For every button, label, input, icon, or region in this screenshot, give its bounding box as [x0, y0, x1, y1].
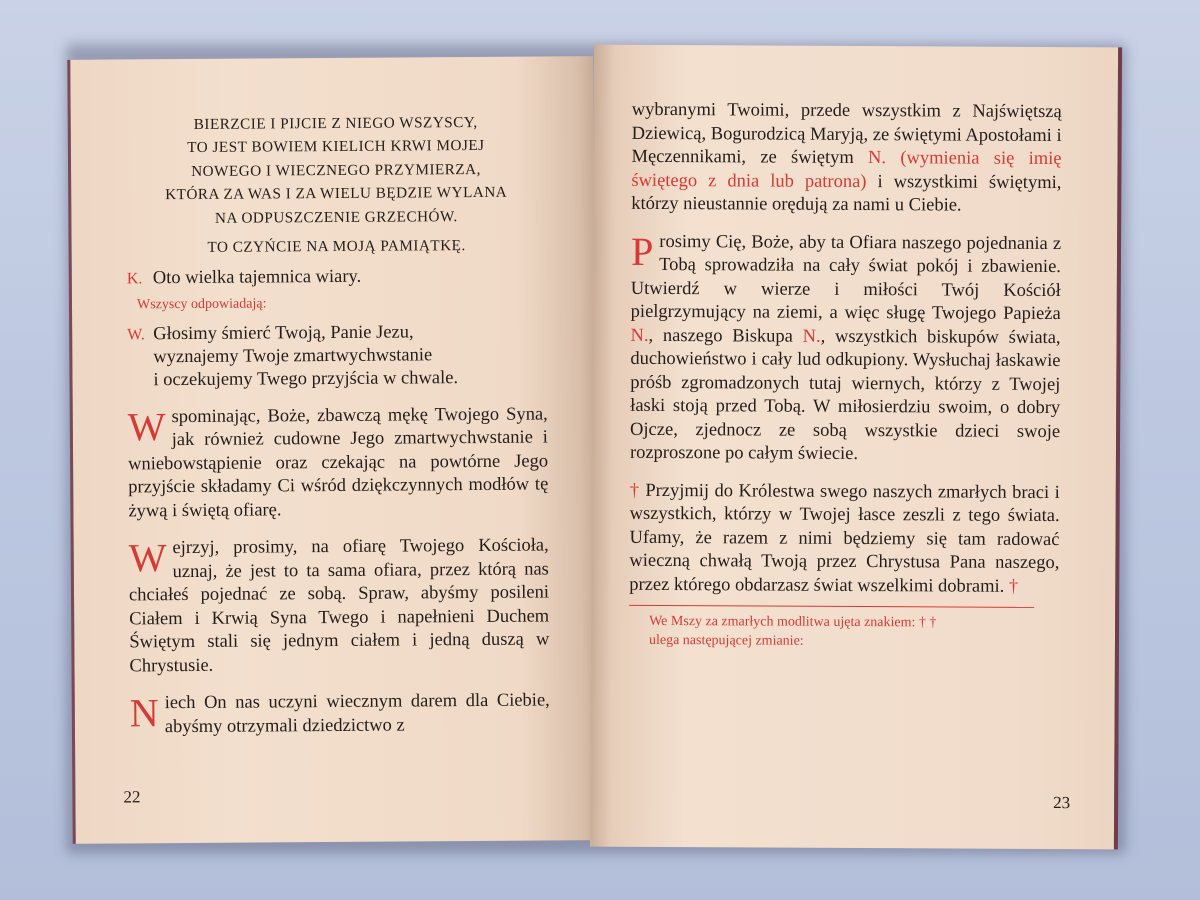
memorial-line: TO CZYŃCIE NA MOJĄ PAMIĄTKĘ. — [207, 237, 466, 256]
drop-cap-p: P — [630, 228, 654, 274]
consecration-line-1: BIERZCIE I PIJCIE Z NIEGO WSZYSCY, — [193, 113, 478, 133]
prayer-saints-text-a: wybranymi Twoimi, przede wszystkim z Najświętszą Dziewicą, Bogurodzicą Maryją, ze świętymi Apostołami i Męczennikami, ze świętym — [631, 99, 1062, 169]
people-response — [127, 320, 547, 392]
drop-cap-w-2: W — [128, 535, 167, 581]
consecration-line-2: TO JEST BOWIEM KIELICH KRWI MOJEJ — [187, 137, 485, 157]
prayer-for-church — [630, 230, 1061, 467]
prayer-anamnesis — [128, 403, 549, 523]
k-text: Oto wielka tajemnica wiary. — [152, 267, 362, 289]
w-line-3: i oczekujemy Twego przyjścia w chwale. — [153, 368, 459, 391]
right-page-text — [629, 99, 1062, 652]
prayer-church-text-a: rosimy Cię, Boże, aby ta Ofiara naszego pojednania z Tobą sprowadziła na cały świat pokój i zbawienie. Utwierdź w wierze i miłości Twój Kościół pielgrzymujący na ziemi, a więc sługę Twojego Papieża — [630, 231, 1062, 325]
saint-name-rubric: N. (wymienia się imię świętego z dnia lub patrona) — [631, 148, 1062, 192]
prayer-oblation-text: ejrzyj, prosimy, na ofiarę Twojego Kościoła, uznaj, że jest to ta sama ofiara, przez którą nas chciałeś pojednać ze sobą. Spraw, abyśmy posileni Ciałem i Krwią Syna Twego i napełnieni Duchem Świętym stali się jednym ciałem i jedną duszą w Chrystusie. — [128, 535, 550, 677]
consecration-line-5: NA ODPUSZCZENIE GRZECHÓW. — [214, 207, 458, 227]
prayer-intercession-text: iech On nas uczyni wiecznym darem dla Ciebie, abyśmy otrzymali dziedzictwo z — [164, 690, 550, 738]
prayer-dead-text: Przyjmij do Królestwa swego naszych zmarłych braci i wszystkich, którzy w Twojej łasce zeszli z tego świata. Ufamy, że razem z nimi będziemy się tam radować wieczną chwałą Twoją przez Chrystusa Pana naszego, przez którego obdarzasz świat wszelkimi dobrami. — [629, 480, 1060, 597]
rubric-all-respond: Wszyscy odpowiadają: — [136, 296, 267, 313]
cross-close-icon: † — [1008, 576, 1019, 597]
drop-cap-w: W — [127, 404, 166, 450]
prayer-saints — [631, 99, 1062, 219]
w-line-1: Głosimy śmierć Twoją, Panie Jezu, — [153, 322, 414, 345]
page-number-left: 22 — [123, 787, 141, 807]
rubric-note-line-1: We Mszy za zmarłych modlitwa ujęta znakiem: † † — [649, 613, 937, 631]
consecration-line-3: NOWEGO I WIECZNEGO PRZYMIERZA, — [191, 160, 481, 180]
pope-name-rubric: N. — [630, 325, 649, 346]
drop-cap-n: N — [129, 690, 159, 736]
left-page — [67, 56, 598, 844]
w-mark: W. — [127, 326, 145, 344]
prayer-church-text-c: , wszystkich biskupów świata, duchowieństwo i cały lud odkupiony. Wysłuchaj łaskawie próśb zgromadzonych tutaj wiernych, którzy z Twojej łaski stoją przed Tobą. W miłosierdziu swoim, o dobry Ojcze, zjednocz ze sobą wszystkie dzieci swoje rozproszone po całym świecie. — [629, 326, 1061, 465]
prayer-oblation — [129, 535, 550, 679]
k-mark: K. — [126, 270, 143, 288]
prayer-anamnesis-text: spominając, Boże, zbawczą mękę Twojego Syna, jak również cudowne Jego zmartwychwstanie i wniebowstąpienie oraz czekając na powtórne Jego przyjście składamy Ci wśród dziękczynnych modłów tę żywą i świętą ofiarę. — [128, 404, 549, 522]
prayer-for-dead — [629, 479, 1060, 599]
w-line-2: wyznajemy Twoje zmartwychwstanie — [153, 345, 433, 368]
w-text — [153, 320, 547, 392]
left-page-text — [126, 111, 550, 740]
red-divider — [629, 605, 1034, 608]
prayer-saints-text-b: i wszystkimi świętymi, którzy nieustannie orędują za nami u Ciebie. — [631, 171, 1062, 216]
bishop-name-rubric: N. — [802, 326, 821, 347]
prayer-intercession — [130, 690, 550, 740]
rubric-note-line-2: ulega następującej zmianie: — [648, 632, 804, 649]
right-page — [590, 45, 1122, 850]
priest-acclamation — [127, 265, 547, 291]
cross-open-icon: † — [629, 480, 640, 501]
prayer-church-text-b: , naszego Biskupa — [648, 325, 803, 347]
page-number-right: 23 — [1053, 793, 1071, 813]
consecration-line-4: KTÓRA ZA WAS I ZA WIELU BĘDZIE WYLANA — [165, 183, 508, 204]
